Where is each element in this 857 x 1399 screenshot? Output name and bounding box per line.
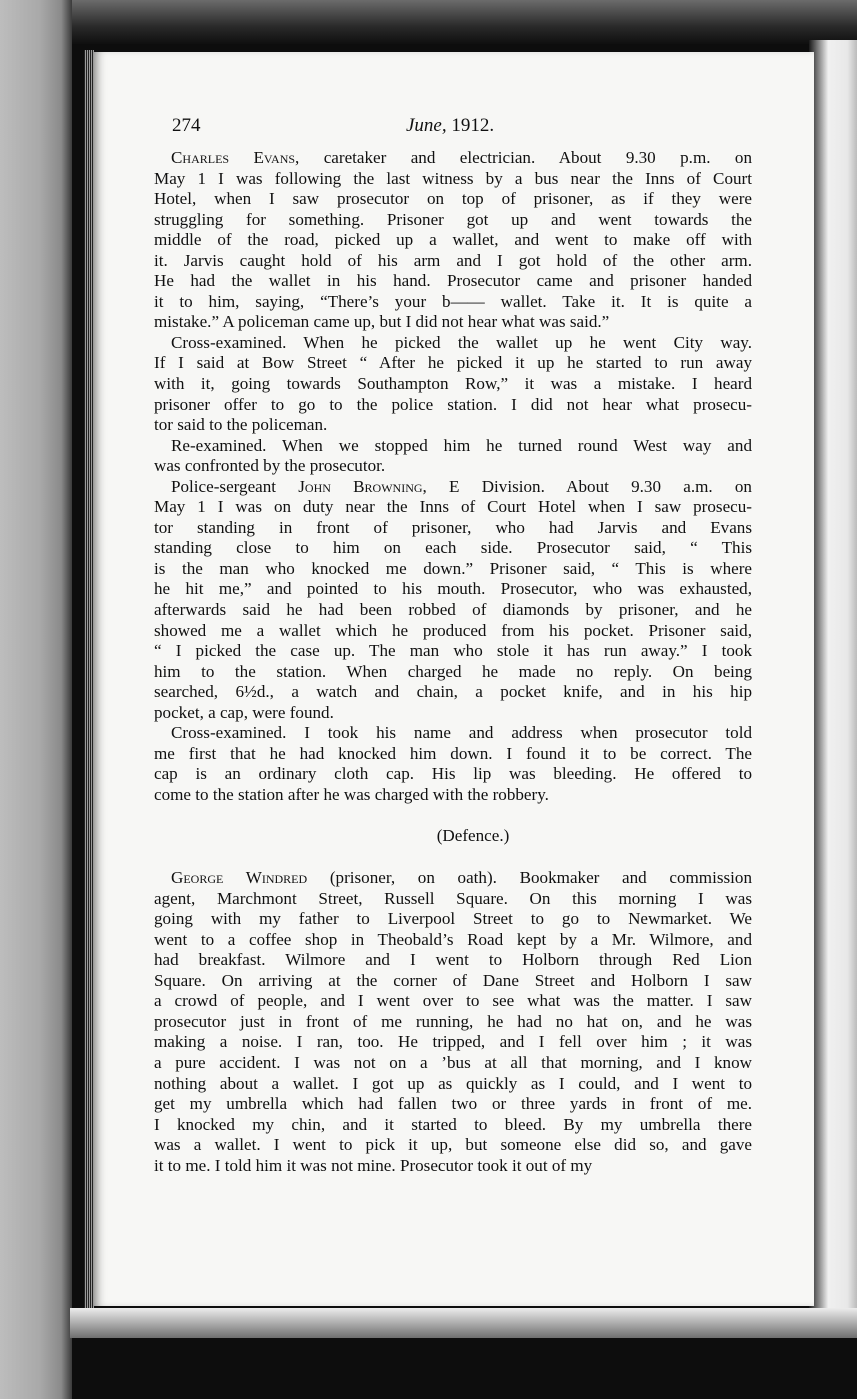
text-line: mistake.” A policeman came up, but I did not hear what was said.” <box>154 312 610 332</box>
scan-left-margin <box>0 0 72 1399</box>
text-line: prisoner offer to go to the police station. I did not hear what prosecu- <box>154 394 752 414</box>
text-line: had breakfast. Wilmore and I went to Holborn through Red Lion <box>154 950 752 970</box>
text-line: a crowd of people, and I went over to see what was the matter. I saw <box>154 991 752 1011</box>
speaker-name: George Windred <box>171 868 308 888</box>
text-line: tor standing in front of prisoner, who had Jarvis and Evans <box>154 517 752 537</box>
text-line: Hotel, when I saw prosecutor on top of prisoner, as if they were <box>154 189 752 209</box>
text-line: May 1 I was following the last witness by a bus near the Inns of Court <box>154 168 752 188</box>
text-line: agent, Marchmont Street, Russell Square. On this morning I was <box>154 888 752 908</box>
paragraph-windred-testimony <box>154 868 752 1176</box>
text-line: was a wallet. I went to pick it up, but someone else did so, and gave <box>154 1135 752 1155</box>
scan-right-edge <box>809 40 857 1330</box>
text-line: tor said to the policeman. <box>154 415 328 435</box>
book-gutter <box>84 50 94 1308</box>
paragraph-browning-cross-examined <box>154 723 752 805</box>
defence-heading: (Defence.) <box>436 825 510 845</box>
scan-top-edge <box>0 0 857 44</box>
text-line: it. Jarvis caught hold of his arm and I got hold of the other arm. <box>154 250 752 270</box>
text-line: went to a coffee shop in Theobald’s Road kept by a Mr. Wilmore, and <box>154 929 752 949</box>
running-title-month: June, <box>406 115 447 136</box>
text-line: me first that he had knocked him down. I found it to be correct. The <box>154 743 752 763</box>
text-line: nothing about a wallet. I got up as quickly as I could, and I went to <box>154 1073 752 1093</box>
text-line: He had the wallet in his hand. Prosecutor came and prisoner handed <box>154 271 752 291</box>
spacer <box>154 846 752 868</box>
paragraph-evans-re-examined <box>154 436 752 477</box>
text-line: “ I picked the case up. The man who stole it has run away.” I took <box>154 641 752 661</box>
text-line: standing close to him on each side. Prosecutor said, “ This <box>154 538 752 558</box>
text-line: pocket, a cap, were found. <box>154 702 334 722</box>
running-title <box>406 115 494 137</box>
speaker-name: Charles Evans, <box>171 148 300 167</box>
text-line: Cross-examined. I took his name and address when prosecutor told <box>171 723 752 743</box>
text-line: is the man who knocked me down.” Prisoner said, “ This is where <box>154 558 752 578</box>
book-page <box>92 52 814 1306</box>
page-number: 274 <box>172 115 201 136</box>
line-rest: caretaker and electrician. About 9.30 p.m. on <box>299 148 753 167</box>
paragraph-browning-testimony <box>154 477 752 724</box>
spacer <box>154 806 752 826</box>
text-line: was confronted by the prosecutor. <box>154 456 386 476</box>
text-line: prosecutor just in front of me running, he had no hat on, and he was <box>154 1011 752 1031</box>
text-line: him to the station. When charged he made no reply. On being <box>154 661 752 681</box>
page-header <box>172 115 772 141</box>
line-prefix: Police-sergeant <box>171 476 299 496</box>
text-line: searched, 6½d., a watch and chain, a pocket knife, and in his hip <box>154 682 752 702</box>
text-line <box>154 148 752 169</box>
text-line: struggling for something. Prisoner got up and went towards the <box>154 209 752 229</box>
text-line: middle of the road, picked up a wallet, and went to make off with <box>154 230 752 250</box>
text-line: I knocked my chin, and it started to bleed. By my umbrella there <box>154 1114 752 1134</box>
text-line: it to him, saying, “There’s your b—— wallet. Take it. It is quite a <box>154 291 752 311</box>
text-line: with it, going towards Southampton Row,” it was a mistake. I heard <box>154 374 752 394</box>
text-line: it to me. I told him it was not mine. Prosecutor took it out of my <box>154 1155 593 1175</box>
text-line <box>154 477 752 498</box>
line-rest: E Division. About 9.30 a.m. on <box>426 476 752 496</box>
text-line: If I said at Bow Street “ After he picked it up he started to run away <box>154 353 752 373</box>
text-line: showed me a wallet which he produced from his pocket. Prisoner said, <box>154 620 752 640</box>
page-body <box>154 148 752 1176</box>
text-line: a pure accident. I was not on a ’bus at all that morning, and I know <box>154 1052 752 1072</box>
scan-bottom-edge <box>70 1308 857 1338</box>
text-line: May 1 I was on duty near the Inns of Court Hotel when I saw prosecu- <box>154 497 752 517</box>
paragraph-evans-cross-examined <box>154 333 752 436</box>
paragraph-evans-testimony <box>154 148 752 333</box>
text-line: going with my father to Liverpool Street to go to Newmarket. We <box>154 909 752 929</box>
text-line <box>154 868 752 889</box>
text-line: he hit me,” and pointed to his mouth. Prosecutor, who was exhausted, <box>154 579 752 599</box>
text-line: making a noise. I ran, too. He tripped, and I fell over him ; it was <box>154 1032 752 1052</box>
text-line: Cross-examined. When he picked the wallet up he went City way. <box>171 332 752 352</box>
text-line: get my umbrella which had fallen two or three yards in front of me. <box>154 1094 752 1114</box>
text-line: cap is an ordinary cloth cap. His lip was bleeding. He offered to <box>154 764 752 784</box>
running-title-year: 1912. <box>451 115 495 136</box>
text-line: Square. On arriving at the corner of Dane Street and Holborn I saw <box>154 970 752 990</box>
text-line: Re-examined. When we stopped him he turned round West way and <box>171 435 752 455</box>
text-line: come to the station after he was charged with the robbery. <box>154 784 549 804</box>
line-rest: (prisoner, on oath). Bookmaker and commission <box>307 868 752 888</box>
text-line: afterwards said he had been robbed of diamonds by prisoner, and he <box>154 600 752 620</box>
speaker-name: John Browning, <box>298 476 427 496</box>
